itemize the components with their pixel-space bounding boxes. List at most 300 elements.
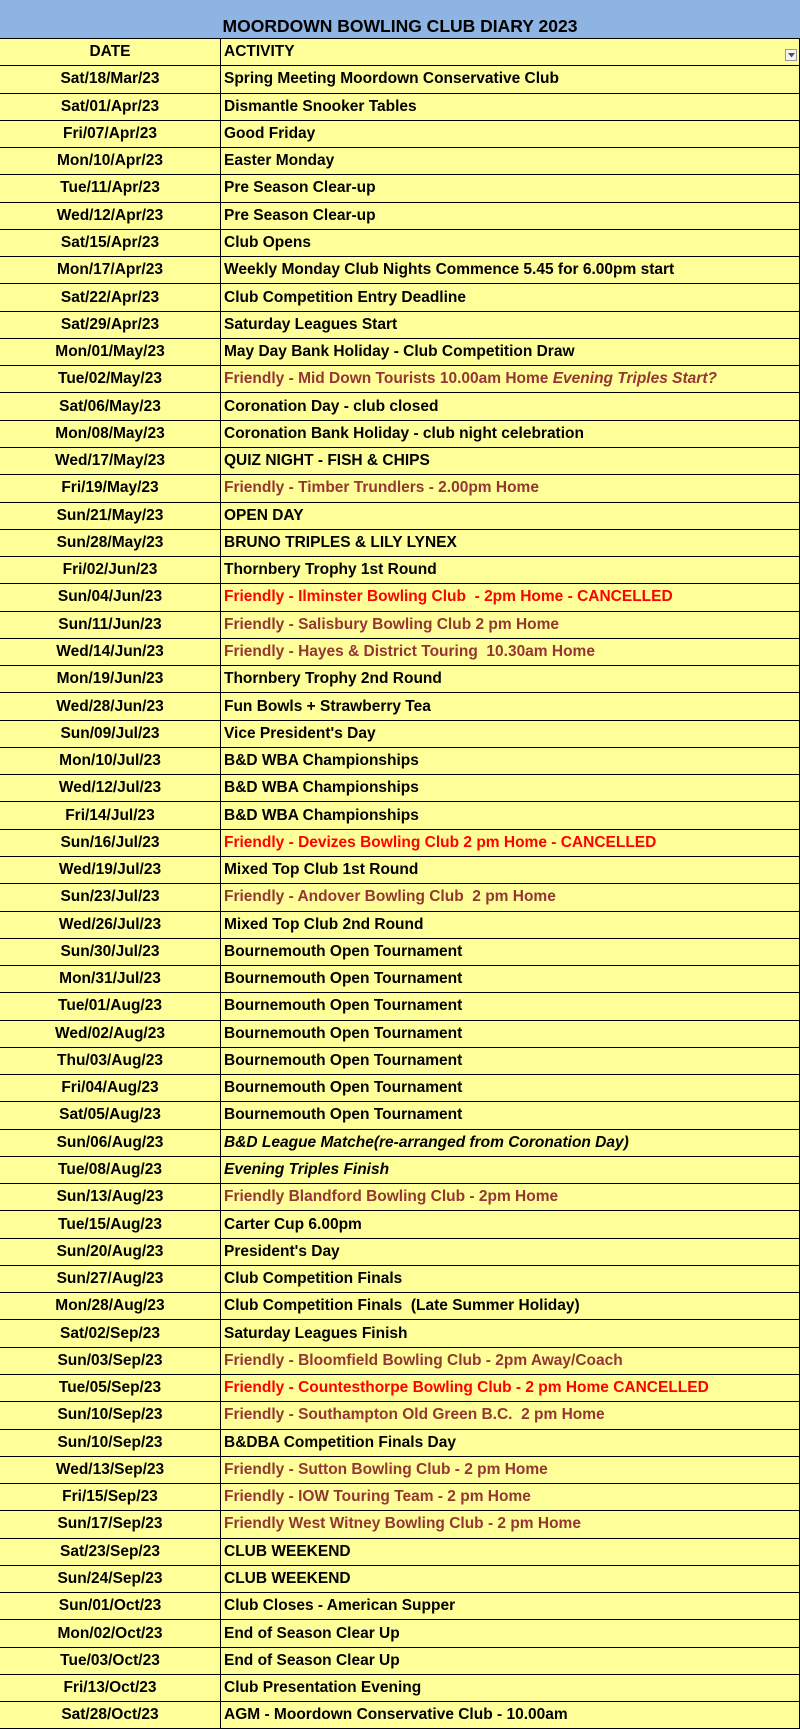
date-cell[interactable] <box>0 1402 221 1428</box>
sheet-title[interactable] <box>0 0 800 39</box>
activity-cell[interactable] <box>221 557 800 583</box>
table-row <box>0 721 800 748</box>
date-cell[interactable] <box>0 148 221 174</box>
activity-text: Friendly - Bloomfield Bowling Club - 2pm Away/Coach <box>224 1351 623 1369</box>
date-cell[interactable] <box>0 884 221 910</box>
activity-cell[interactable] <box>221 1675 800 1701</box>
activity-cell[interactable] <box>221 1430 800 1456</box>
table-row <box>0 939 800 966</box>
header-activity[interactable] <box>221 39 800 65</box>
date-text: Mon/08/May/23 <box>55 424 165 442</box>
date-cell[interactable] <box>0 175 221 201</box>
header-date-label: DATE <box>89 43 131 61</box>
date-text: Mon/01/May/23 <box>55 343 165 361</box>
table-row <box>0 1457 800 1484</box>
activity-text: Pre Season Clear-up <box>224 179 376 197</box>
date-cell[interactable] <box>0 1457 221 1483</box>
table-row <box>0 530 800 557</box>
date-cell[interactable] <box>0 1102 221 1128</box>
date-text: Sun/01/Oct/23 <box>58 1597 162 1615</box>
activity-text: Bournemouth Open Tournament <box>224 1106 463 1124</box>
activity-cell[interactable] <box>221 639 800 665</box>
activity-cell[interactable] <box>221 1075 800 1101</box>
date-text: Fri/14/Jul/23 <box>65 806 155 824</box>
table-row <box>0 230 800 257</box>
activity-cell[interactable] <box>221 830 800 856</box>
date-cell[interactable] <box>0 612 221 638</box>
date-cell[interactable] <box>0 312 221 338</box>
activity-text: Club Opens <box>224 233 311 251</box>
activity-cell[interactable] <box>221 748 800 774</box>
activity-cell[interactable] <box>221 993 800 1019</box>
date-cell[interactable] <box>0 393 221 419</box>
table-row <box>0 393 800 420</box>
date-text: Sun/28/May/23 <box>56 533 164 551</box>
date-text: Wed/13/Sep/23 <box>55 1460 165 1478</box>
date-cell[interactable] <box>0 1320 221 1346</box>
activity-text: Friendly - Ilminster Bowling Club - 2pm Home - CANCELLED <box>224 588 673 606</box>
date-text: Tue/15/Aug/23 <box>58 1215 162 1233</box>
activity-cell[interactable] <box>221 1566 800 1592</box>
date-cell[interactable] <box>0 912 221 938</box>
activity-text: CLUB WEEKEND <box>224 1570 351 1587</box>
date-text: Sat/18/Mar/23 <box>60 70 160 88</box>
date-cell[interactable] <box>0 1157 221 1183</box>
date-text: Sun/30/Jul/23 <box>60 942 160 960</box>
activity-cell[interactable] <box>221 1157 800 1183</box>
date-text: Fri/07/Apr/23 <box>63 124 157 142</box>
activity-cell[interactable] <box>221 530 800 556</box>
sheet-title-text: MOORDOWN BOWLING CLUB DIARY 2023 <box>222 16 578 36</box>
activity-cell[interactable] <box>221 257 800 283</box>
date-cell[interactable] <box>0 203 221 229</box>
date-text: Fri/13/Oct/23 <box>63 1679 157 1697</box>
date-cell[interactable] <box>0 448 221 474</box>
table-row <box>0 1511 800 1538</box>
table-row <box>0 121 800 148</box>
table-row <box>0 1375 800 1402</box>
table-row <box>0 775 800 802</box>
date-cell[interactable] <box>0 66 221 92</box>
date-cell[interactable] <box>0 557 221 583</box>
table-row <box>0 1430 800 1457</box>
date-text: Sat/05/Aug/23 <box>59 1106 161 1124</box>
activity-cell[interactable] <box>221 1457 800 1483</box>
date-cell[interactable] <box>0 1566 221 1592</box>
activity-text: Vice President's Day <box>224 724 376 742</box>
activity-text: Friendly - IOW Touring Team - 2 pm Home <box>224 1488 531 1506</box>
activity-cell[interactable] <box>221 448 800 474</box>
activity-cell[interactable] <box>221 312 800 338</box>
activity-cell[interactable] <box>221 1702 800 1728</box>
activity-cell[interactable] <box>221 884 800 910</box>
date-text: Sun/17/Sep/23 <box>57 1515 163 1533</box>
activity-text: Friendly Blandford Bowling Club - 2pm Home <box>224 1188 559 1206</box>
date-text: Sat/23/Sep/23 <box>60 1542 160 1560</box>
date-text: Wed/12/Apr/23 <box>56 206 164 224</box>
table-row <box>0 1293 800 1320</box>
activity-text: Dismantle Snooker Tables <box>224 97 417 115</box>
date-text: Sun/04/Jun/23 <box>57 588 163 606</box>
date-text: Wed/26/Jul/23 <box>58 915 162 933</box>
date-text: Sat/22/Apr/23 <box>60 288 160 306</box>
date-text: Sun/27/Aug/23 <box>56 1270 164 1288</box>
activity-cell[interactable] <box>221 612 800 638</box>
activity-cell[interactable] <box>221 1239 800 1265</box>
activity-cell[interactable] <box>221 175 800 201</box>
table-row <box>0 830 800 857</box>
activity-cell[interactable] <box>221 1484 800 1510</box>
date-cell[interactable] <box>0 1211 221 1237</box>
table-row <box>0 884 800 911</box>
activity-text: AGM - Moordown Conservative Club - 10.00am <box>224 1706 568 1724</box>
date-text: Sat/01/Apr/23 <box>60 97 160 115</box>
date-text: Tue/02/May/23 <box>58 370 162 388</box>
activity-cell[interactable] <box>221 284 800 310</box>
activity-cell[interactable] <box>221 693 800 719</box>
table-row <box>0 1402 800 1429</box>
date-cell[interactable] <box>0 1675 221 1701</box>
date-cell[interactable] <box>0 475 221 501</box>
activity-text: Bournemouth Open Tournament <box>224 1024 463 1042</box>
date-text: Sun/20/Aug/23 <box>56 1242 164 1260</box>
date-text: Fri/19/May/23 <box>61 479 159 497</box>
date-cell[interactable] <box>0 639 221 665</box>
chevron-down-icon <box>788 53 795 58</box>
date-text: Mon/19/Jun/23 <box>56 670 164 688</box>
activity-text: Friendly - Hayes & District Touring 10.30am Home <box>224 642 595 660</box>
table-row <box>0 1648 800 1675</box>
table-row <box>0 366 800 393</box>
activity-cell[interactable] <box>221 1375 800 1401</box>
table-row <box>0 94 800 121</box>
activity-text: End of Season Clear Up <box>224 1624 400 1642</box>
date-cell[interactable] <box>0 1620 221 1646</box>
activity-text: Saturday Leagues Start <box>224 315 398 333</box>
table-row <box>0 802 800 829</box>
date-text: Wed/28/Jun/23 <box>56 697 164 715</box>
table-row <box>0 148 800 175</box>
activity-text: B&DBA Competition Finals Day <box>224 1433 456 1451</box>
date-text: Mon/10/Jul/23 <box>59 752 161 770</box>
table-row <box>0 1320 800 1347</box>
activity-cell[interactable] <box>221 475 800 501</box>
date-text: Tue/11/Apr/23 <box>60 179 160 197</box>
activity-text: B&D WBA Championships <box>224 752 419 770</box>
date-cell[interactable] <box>0 830 221 856</box>
date-text: Sun/06/Aug/23 <box>56 1133 164 1151</box>
date-cell[interactable] <box>0 1539 221 1565</box>
table-row <box>0 1702 800 1729</box>
activity-cell[interactable] <box>221 66 800 92</box>
date-text: Mon/28/Aug/23 <box>55 1297 165 1315</box>
date-cell[interactable] <box>0 1702 221 1728</box>
activity-text: Club Competition Finals (Late Summer Holiday) <box>224 1297 580 1315</box>
activity-note: Evening Triples Start? <box>552 370 717 388</box>
date-text: Mon/17/Apr/23 <box>57 261 163 279</box>
table-row <box>0 1266 800 1293</box>
activity-text: Good Friday <box>224 124 316 142</box>
date-cell[interactable] <box>0 1184 221 1210</box>
table-row <box>0 1102 800 1129</box>
activity-text: Coronation Day - club closed <box>224 397 439 415</box>
date-text: Sat/29/Apr/23 <box>60 315 160 333</box>
activity-cell[interactable] <box>221 1102 800 1128</box>
date-text: Wed/17/May/23 <box>55 452 165 470</box>
date-cell[interactable] <box>0 94 221 120</box>
table-row <box>0 612 800 639</box>
date-cell[interactable] <box>0 748 221 774</box>
date-cell[interactable] <box>0 530 221 556</box>
diary-rows <box>0 66 800 1729</box>
table-row <box>0 1593 800 1620</box>
table-row <box>0 1484 800 1511</box>
activity-text: Mixed Top Club 2nd Round <box>224 915 424 933</box>
date-cell[interactable] <box>0 966 221 992</box>
date-text: Tue/05/Sep/23 <box>58 1379 162 1397</box>
activity-cell[interactable] <box>221 1511 800 1537</box>
activity-text: B&D WBA Championships <box>224 779 419 797</box>
activity-cell[interactable] <box>221 966 800 992</box>
date-cell[interactable] <box>0 1348 221 1374</box>
activity-text: Friendly - Salisbury Bowling Club 2 pm Home <box>224 615 560 633</box>
activity-cell[interactable] <box>221 939 800 965</box>
activity-cell[interactable] <box>221 584 800 610</box>
activity-text: Friendly - Devizes Bowling Club 2 pm Home - CANCELLED <box>224 833 657 851</box>
date-cell[interactable] <box>0 421 221 447</box>
activity-text: Friendly - Countesthorpe Bowling Club - 2 pm Home CANCELLED <box>224 1379 709 1397</box>
table-row <box>0 1157 800 1184</box>
activity-cell[interactable] <box>221 1320 800 1346</box>
activity-text: Club Competition Entry Deadline <box>224 288 466 306</box>
date-cell[interactable] <box>0 1075 221 1101</box>
activity-cell[interactable] <box>221 366 800 392</box>
date-cell[interactable] <box>0 1593 221 1619</box>
date-text: Mon/02/Oct/23 <box>57 1624 163 1642</box>
header-row <box>0 39 800 66</box>
activity-text: Weekly Monday Club Nights Commence 5.45 for 6.00pm start <box>224 261 675 279</box>
date-text: Sun/13/Aug/23 <box>56 1188 164 1206</box>
date-cell[interactable] <box>0 339 221 365</box>
table-row <box>0 503 800 530</box>
date-cell[interactable] <box>0 693 221 719</box>
table-row <box>0 912 800 939</box>
activity-cell[interactable] <box>221 1021 800 1047</box>
date-text: Wed/14/Jun/23 <box>56 642 164 660</box>
date-cell[interactable] <box>0 802 221 828</box>
date-cell[interactable] <box>0 230 221 256</box>
activity-cell[interactable] <box>221 1348 800 1374</box>
activity-text: Friendly - Andover Bowling Club 2 pm Home <box>224 888 556 906</box>
date-text: Sat/15/Apr/23 <box>60 233 160 251</box>
date-cell[interactable] <box>0 939 221 965</box>
activity-text: Bournemouth Open Tournament <box>224 970 463 988</box>
activity-text: Thornbery Trophy 2nd Round <box>224 670 442 688</box>
date-cell[interactable] <box>0 721 221 747</box>
table-row <box>0 1348 800 1375</box>
activity-cell[interactable] <box>221 1184 800 1210</box>
date-text: Wed/02/Aug/23 <box>55 1024 165 1042</box>
date-cell[interactable] <box>0 1375 221 1401</box>
activity-cell[interactable] <box>221 121 800 147</box>
table-row <box>0 339 800 366</box>
date-cell[interactable] <box>0 993 221 1019</box>
date-text: Sat/02/Sep/23 <box>60 1324 160 1342</box>
activity-text: President's Day <box>224 1242 340 1260</box>
table-row <box>0 1239 800 1266</box>
activity-text: QUIZ NIGHT - FISH & CHIPS <box>224 452 430 470</box>
activity-text: Friendly - Southampton Old Green B.C. 2 pm Home <box>224 1406 605 1424</box>
date-text: Sat/28/Oct/23 <box>61 1706 159 1724</box>
activity-cell[interactable] <box>221 1593 800 1619</box>
activity-cell[interactable] <box>221 666 800 692</box>
activity-text: Club Closes - American Supper <box>224 1597 456 1615</box>
table-row <box>0 557 800 584</box>
date-text: Wed/12/Jul/23 <box>58 779 162 797</box>
table-row <box>0 66 800 93</box>
activity-cell[interactable] <box>221 775 800 801</box>
date-text: Sun/03/Sep/23 <box>57 1351 163 1369</box>
date-cell[interactable] <box>0 1484 221 1510</box>
activity-text: Carter Cup 6.00pm <box>224 1215 362 1233</box>
date-text: Mon/10/Apr/23 <box>57 152 163 170</box>
date-text: Fri/04/Aug/23 <box>61 1079 159 1097</box>
activity-cell[interactable] <box>221 339 800 365</box>
activity-cell[interactable] <box>221 802 800 828</box>
date-text: Thu/03/Aug/23 <box>57 1051 163 1069</box>
activity-cell[interactable] <box>221 1648 800 1674</box>
activity-text: B&D WBA Championships <box>224 806 419 824</box>
activity-text: B&D League Matche(re-arranged from Coronation Day) <box>224 1133 629 1151</box>
activity-cell[interactable] <box>221 1293 800 1319</box>
date-text: Sun/16/Jul/23 <box>60 833 160 851</box>
date-text: Mon/31/Jul/23 <box>59 970 161 988</box>
activity-text: OPEN DAY <box>224 506 304 524</box>
activity-cell[interactable] <box>221 203 800 229</box>
table-row <box>0 966 800 993</box>
date-cell[interactable] <box>0 775 221 801</box>
date-cell[interactable] <box>0 1648 221 1674</box>
activity-cell[interactable] <box>221 503 800 529</box>
activity-cell[interactable] <box>221 230 800 256</box>
date-text: Fri/02/Jun/23 <box>62 561 158 579</box>
table-row <box>0 1566 800 1593</box>
activity-text: Club Competition Finals <box>224 1270 403 1288</box>
date-cell[interactable] <box>0 284 221 310</box>
date-cell[interactable] <box>0 121 221 147</box>
table-row <box>0 203 800 230</box>
activity-text: Friendly - Sutton Bowling Club - 2 pm Home <box>224 1460 548 1478</box>
date-text: Tue/08/Aug/23 <box>58 1161 162 1179</box>
activity-cell[interactable] <box>221 1620 800 1646</box>
activity-text: Bournemouth Open Tournament <box>224 1079 463 1097</box>
date-cell[interactable] <box>0 666 221 692</box>
activity-text: Bournemouth Open Tournament <box>224 942 463 960</box>
date-cell[interactable] <box>0 1430 221 1456</box>
date-text: Wed/19/Jul/23 <box>58 861 162 879</box>
date-text: Sat/06/May/23 <box>59 397 161 415</box>
table-row <box>0 475 800 502</box>
table-row <box>0 257 800 284</box>
date-cell[interactable] <box>0 1130 221 1156</box>
activity-cell[interactable] <box>221 912 800 938</box>
activity-text: May Day Bank Holiday - Club Competition Draw <box>224 343 575 361</box>
activity-text: Coronation Bank Holiday - club night celebration <box>224 424 584 442</box>
date-cell[interactable] <box>0 1511 221 1537</box>
activity-text: Thornbery Trophy 1st Round <box>224 561 437 579</box>
date-cell[interactable] <box>0 1048 221 1074</box>
date-cell[interactable] <box>0 857 221 883</box>
activity-cell[interactable] <box>221 94 800 120</box>
header-date[interactable] <box>0 39 221 65</box>
activity-cell[interactable] <box>221 1048 800 1074</box>
activity-text: Pre Season Clear-up <box>224 206 376 224</box>
activity-text: Friendly - Timber Trundlers - 2.00pm Home <box>224 479 539 497</box>
date-text: Sun/24/Sep/23 <box>57 1570 163 1587</box>
activity-cell[interactable] <box>221 421 800 447</box>
activity-text: End of Season Clear Up <box>224 1651 400 1669</box>
date-cell[interactable] <box>0 1021 221 1047</box>
table-row <box>0 1075 800 1102</box>
activity-text: Saturday Leagues Finish <box>224 1324 408 1342</box>
activity-cell[interactable] <box>221 1402 800 1428</box>
activity-cell[interactable] <box>221 1130 800 1156</box>
activity-text: CLUB WEEKEND <box>224 1542 351 1560</box>
date-text: Sun/09/Jul/23 <box>60 724 160 742</box>
table-row <box>0 1184 800 1211</box>
date-text: Tue/01/Aug/23 <box>58 997 162 1015</box>
date-cell[interactable] <box>0 1266 221 1292</box>
activity-text: Bournemouth Open Tournament <box>224 997 463 1015</box>
table-row <box>0 1048 800 1075</box>
activity-cell[interactable] <box>221 721 800 747</box>
header-activity-label: ACTIVITY <box>224 43 295 61</box>
date-cell[interactable] <box>0 257 221 283</box>
table-row <box>0 1211 800 1238</box>
date-cell[interactable] <box>0 503 221 529</box>
table-row <box>0 175 800 202</box>
date-cell[interactable] <box>0 1293 221 1319</box>
date-cell[interactable] <box>0 1239 221 1265</box>
table-row <box>0 448 800 475</box>
activity-cell[interactable] <box>221 1539 800 1565</box>
activity-cell[interactable] <box>221 393 800 419</box>
table-row <box>0 284 800 311</box>
table-row <box>0 1021 800 1048</box>
date-text: Fri/15/Sep/23 <box>62 1488 158 1506</box>
table-row <box>0 666 800 693</box>
date-text: Tue/03/Oct/23 <box>60 1651 160 1669</box>
date-cell[interactable] <box>0 366 221 392</box>
activity-text: Easter Monday <box>224 152 335 170</box>
date-cell[interactable] <box>0 584 221 610</box>
table-row <box>0 584 800 611</box>
activity-cell[interactable] <box>221 1266 800 1292</box>
activity-cell[interactable] <box>221 1211 800 1237</box>
activity-text: Spring Meeting Moordown Conservative Club <box>224 70 559 88</box>
table-row <box>0 857 800 884</box>
table-row <box>0 748 800 775</box>
filter-dropdown-button[interactable] <box>785 49 797 61</box>
table-row <box>0 1539 800 1566</box>
activity-cell[interactable] <box>221 148 800 174</box>
activity-text: Bournemouth Open Tournament <box>224 1051 463 1069</box>
activity-text: BRUNO TRIPLES & LILY LYNEX <box>224 533 457 551</box>
activity-cell[interactable] <box>221 857 800 883</box>
table-row <box>0 1675 800 1702</box>
date-text: Sun/10/Sep/23 <box>57 1433 163 1451</box>
date-text: Sun/10/Sep/23 <box>57 1406 163 1424</box>
